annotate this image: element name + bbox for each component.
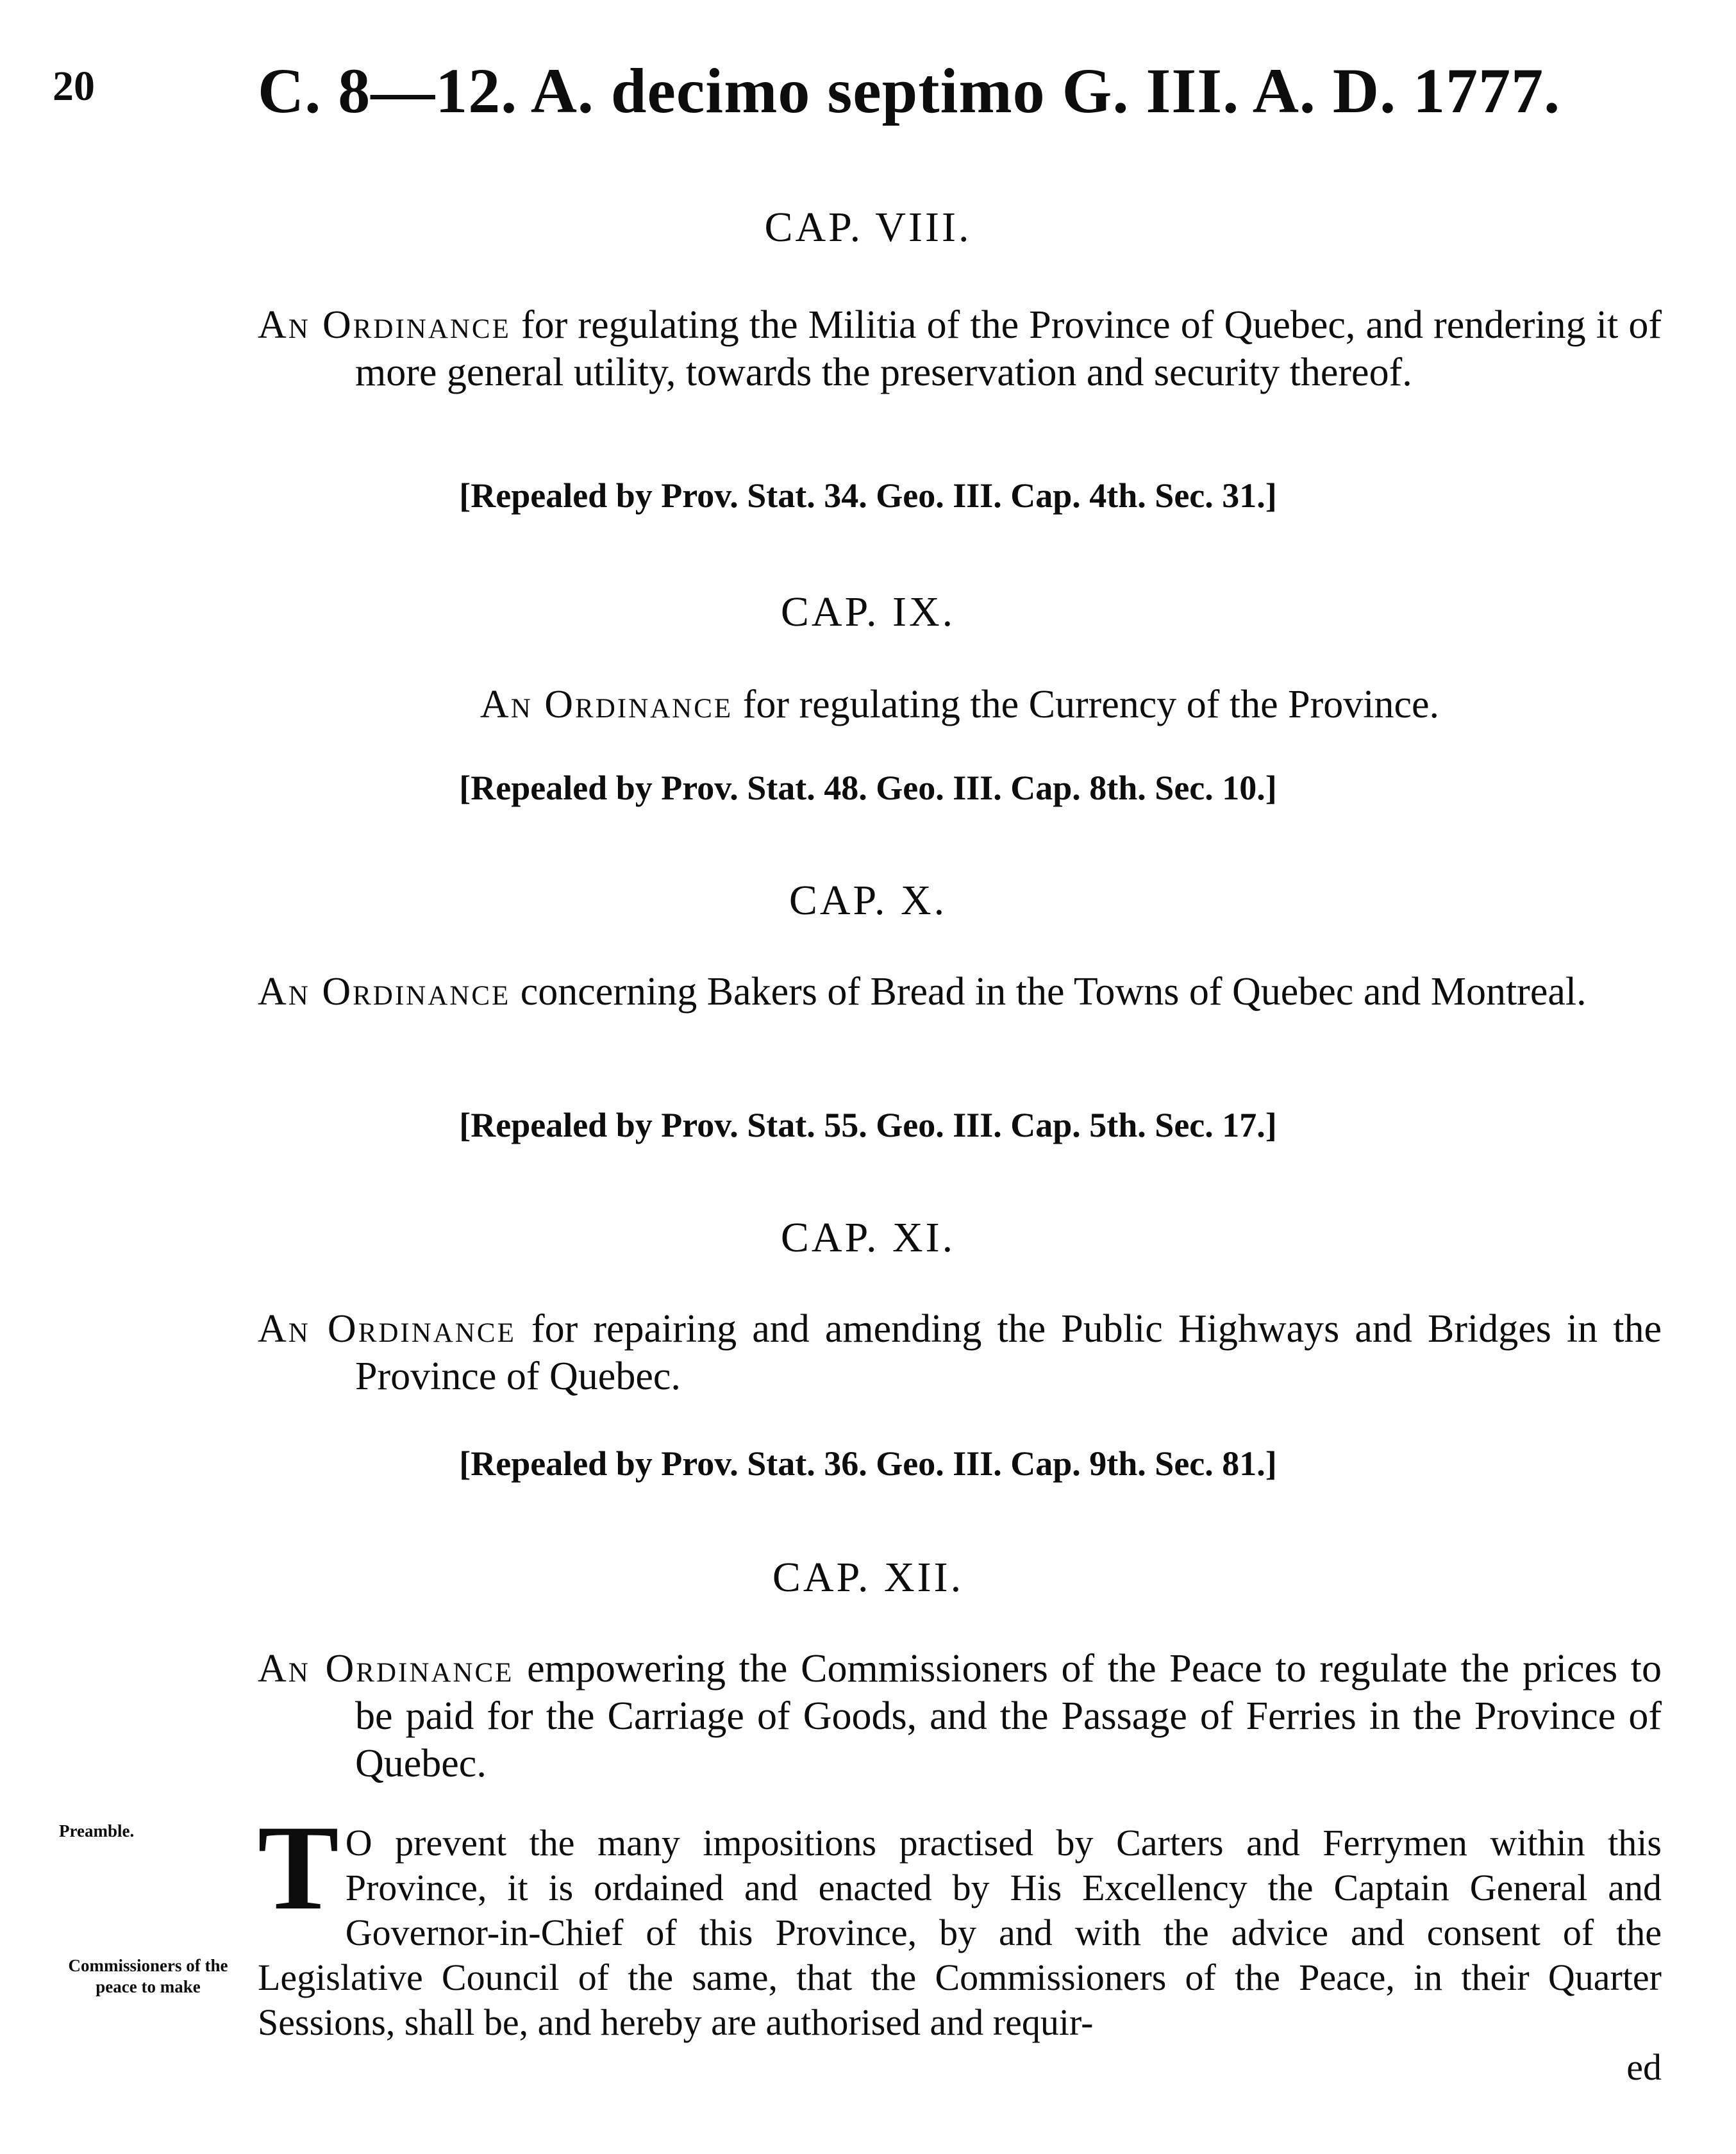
ordinance-label: An Ordinance	[258, 303, 511, 347]
body-paragraph	[258, 1801, 1662, 2090]
ordinance-label: An Ordinance	[258, 970, 511, 1014]
ordinance-title	[258, 301, 1662, 396]
margin-note-commissioners: Commissioners of the peace to make	[68, 1956, 228, 1996]
ordinance-text: for regulating the Militia of the Province of Quebec, and rendering it of more general utility, towards the preservation and security thereof.	[355, 303, 1662, 394]
ordinance-title	[258, 1645, 1662, 1787]
ordinance-text: for regulating the Currency of the Province.	[742, 683, 1440, 726]
body-text: O prevent the many impositions practised by Carters and Ferrymen within this Province, it is ordained and enacted by His Excellency the Captain General and Governor-in-Chief of this Province, by and with the advice and consent of the Legislative Council of the same, that the Commissioners of the Peace, in their Quarter Sessions, shall be, and hereby are authorised and requir-	[258, 1822, 1662, 2043]
ordinance-title	[258, 681, 1662, 728]
ordinance-label: An Ordinance	[258, 1647, 514, 1691]
ordinance-label: An Ordinance	[480, 683, 733, 726]
ordinance-text: empowering the Commissioners of the Peace to regulate the prices to be paid for the Carriage of Goods, and the Passage of Ferries in the Province of Quebec.	[355, 1647, 1662, 1785]
ordinance-label: An Ordinance	[258, 1307, 516, 1351]
repeal-note: [Repealed by Prov. Stat. 36. Geo. III. Cap. 9th. Sec. 81.]	[459, 1444, 1277, 1483]
drop-cap: T	[258, 1801, 339, 1935]
ordinance-text: concerning Bakers of Bread in the Towns of Quebec and Montreal.	[520, 970, 1587, 1014]
margin-note-preamble: Preamble.	[59, 1821, 135, 1841]
ordinance-text: for repairing and amending the Public Highways and Bridges in the Province of Quebec.	[355, 1307, 1662, 1398]
page-number: 20	[53, 63, 95, 110]
cap-heading: CAP. IX.	[780, 589, 956, 635]
running-head: C. 8—12. A. decimo septimo G. III. A. D. 1777.	[258, 55, 1561, 126]
ordinance-title	[258, 1305, 1662, 1400]
cap-heading: CAP. XII.	[772, 1554, 964, 1601]
ordinance-title	[258, 968, 1662, 1015]
repeal-note: [Repealed by Prov. Stat. 55. Geo. III. Cap. 5th. Sec. 17.]	[459, 1106, 1277, 1144]
cap-heading: CAP. VIII.	[764, 204, 972, 251]
body-last-word: ed	[1626, 2046, 1662, 2088]
cap-heading: CAP. XI.	[780, 1214, 956, 1261]
repeal-note: [Repealed by Prov. Stat. 48. Geo. III. Cap. 8th. Sec. 10.]	[459, 769, 1277, 807]
cap-heading: CAP. X.	[789, 877, 947, 924]
repeal-note: [Repealed by Prov. Stat. 34. Geo. III. Cap. 4th. Sec. 31.]	[459, 476, 1277, 515]
